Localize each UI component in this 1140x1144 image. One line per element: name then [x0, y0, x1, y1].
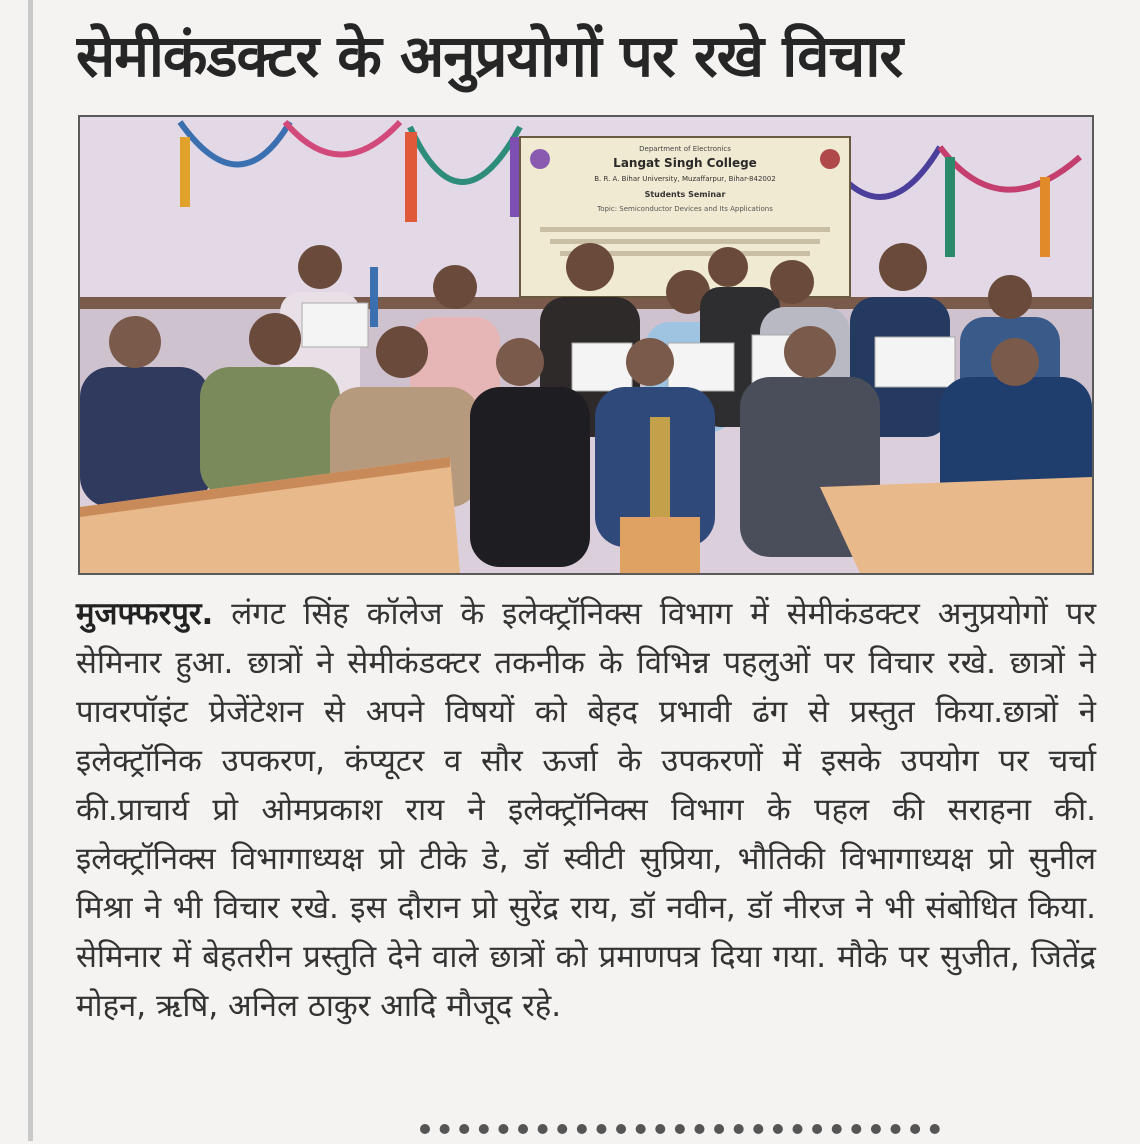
article-text: लंगट सिंह कॉलेज के इलेक्ट्रॉनिक्स विभाग में सेमीकंडक्टर अनुप्रयोगों पर सेमिनार हुआ. छात्रों ने सेमीकंडक्टर तकनीक के विभिन्न पहलुओं पर विचार रखे. छात्रों ने पावरपॉइंट प्रेजेंटेशन से अपने विषयों को बेहद प्रभावी ढंग से प्रस्तुत किया.छात्रों ने इलेक्ट्रॉनिक उपकरण, कंप्यूटर व सौर ऊर्जा के उपकरणों में इसके उपयोग पर चर्चा की.प्राचार्य प्रो ओमप्रकाश राय ने इलेक्ट्रॉनिक्स विभाग के पहल की सराहना की. इलेक्ट्रॉनिक्स विभागाध्यक्ष प्रो टीके डे, डॉ स्वीटी सुप्रिया, भौतिकी विभागाध्यक्ष प्रो सुनील मिश्रा ने भी विचार रखे. इस दौरान प्रो सुरेंद्र राय, डॉ नवीन, डॉ नीरज ने भी संबोधित किया. सेमिनार में बेहतरीन प्रस्तुति देने वाले छात्रों को प्रमाणपत्र दिया गया. मौके पर सुजीत, जितेंद्र मोहन, ऋषि, अनिल ठाकुर आदि मौजूद रहे.: [76, 596, 1097, 1024]
next-headline-fragment: [420, 1118, 940, 1144]
column-rule: [28, 0, 33, 1141]
banner-line-4: Students Seminar: [644, 190, 726, 199]
banner-line-3: B. R. A. Bihar University, Muzaffarpur, Bihar-842002: [594, 175, 776, 183]
banner-line-1: Department of Electronics: [639, 145, 731, 153]
dateline: मुजफ्फरपुर.: [76, 596, 214, 632]
banner-line-2: Langat Singh College: [613, 156, 757, 170]
news-photo: [78, 115, 1094, 575]
banner-line-5: Topic: Semiconductor Devices and Its Applications: [597, 205, 773, 213]
headline: सेमीकंडक्टर के अनुप्रयोगों पर रखे विचार: [76, 22, 903, 90]
article-body: [76, 590, 1096, 1031]
